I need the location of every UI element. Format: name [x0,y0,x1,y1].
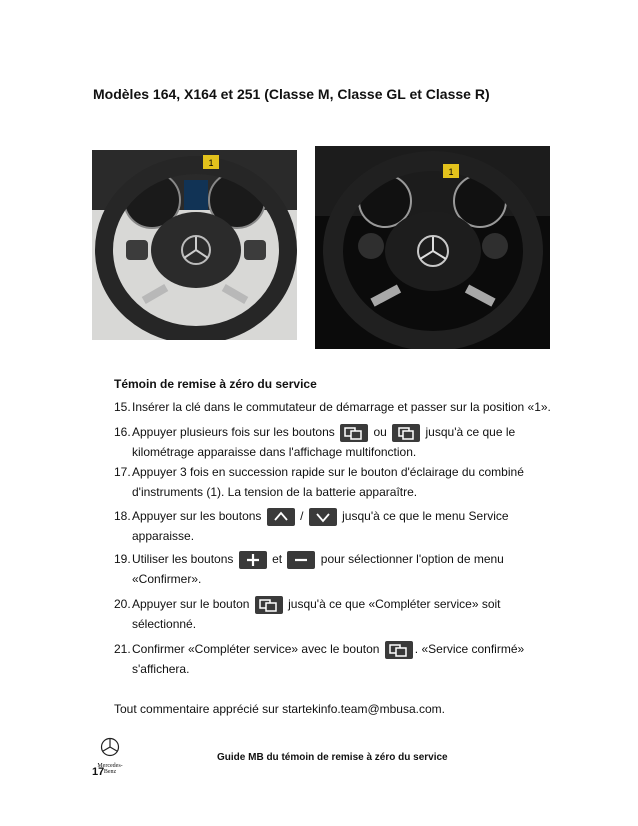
step-text: et [272,552,283,566]
step-number: 16. [114,425,131,439]
photo-marker-right: 1 [448,167,454,177]
step-text-continued: «Confirmer». [132,572,202,586]
step-text: Appuyer sur les boutons [132,509,262,523]
step-number: 18. [114,509,131,523]
plus-button-icon [239,551,267,569]
step-text: jusqu'à ce que «Compléter service» soit [288,597,501,611]
brand-name: Mercedes-Benz [97,763,123,775]
step-text-continued: sélectionné. [132,617,197,631]
step-text: / [300,509,304,523]
step-number: 20. [114,597,131,611]
arrow-down-button-icon [309,508,337,526]
step-text: . «Service confirmé» [414,642,525,656]
scroll-page-button-icon [340,424,368,442]
page-button-icon [385,641,413,659]
step-text-continued: s'affichera. [132,662,190,676]
minus-button-icon [287,551,315,569]
step-text: jusqu'à ce que le [425,425,516,439]
step-text-continued: kilométrage apparaisse dans l'affichage multifonction. [132,445,417,459]
page-title: Modèles 164, X164 et 251 (Classe M, Classe GL et Classe R) [93,86,490,102]
step-number: 21. [114,642,131,656]
step-19 [114,549,554,589]
step-text: Utiliser les boutons [132,552,234,566]
step-text: ou [373,425,387,439]
step-text: Appuyer plusieurs fois sur les boutons [132,425,335,439]
step-text: Insérer la clé dans le commutateur de démarrage et passer sur la position «1». [132,400,551,414]
step-21 [114,639,554,679]
step-text: Appuyer sur le bouton [132,597,250,611]
step-text-continued: apparaisse. [132,529,195,543]
steering-wheel-photo-left [92,150,297,340]
step-16 [114,422,554,462]
photo-marker-left: 1 [208,158,214,168]
scroll-page-button-icon [392,424,420,442]
arrow-up-button-icon [267,508,295,526]
step-text: Appuyer 3 fois en succession rapide sur le bouton d'éclairage du combiné [132,465,524,479]
footer-title: Guide MB du témoin de remise à zéro du service [217,752,448,763]
step-number: 19. [114,552,131,566]
step-text: pour sélectionner l'option de menu [320,552,504,566]
step-text: Confirmer «Compléter service» avec le bouton [132,642,380,656]
page-button-icon [255,596,283,614]
step-text-continued: d'instruments (1). La tension de la batterie apparaître. [132,485,418,499]
step-18 [114,506,554,546]
section-title: Témoin de remise à zéro du service [114,377,317,391]
step-number: 17. [114,465,131,479]
step-text: jusqu'à ce que le menu Service [342,509,509,523]
step-20 [114,594,554,634]
steering-wheel-photo-right [315,146,550,349]
page-number: 17 [92,766,105,778]
step-number: 15. [114,400,131,414]
feedback-note: Tout commentaire apprécié sur startekinfo.team@mbusa.com. [114,702,445,716]
mercedes-star-icon [100,737,120,757]
step-15 [114,397,554,417]
step-17 [114,462,554,502]
